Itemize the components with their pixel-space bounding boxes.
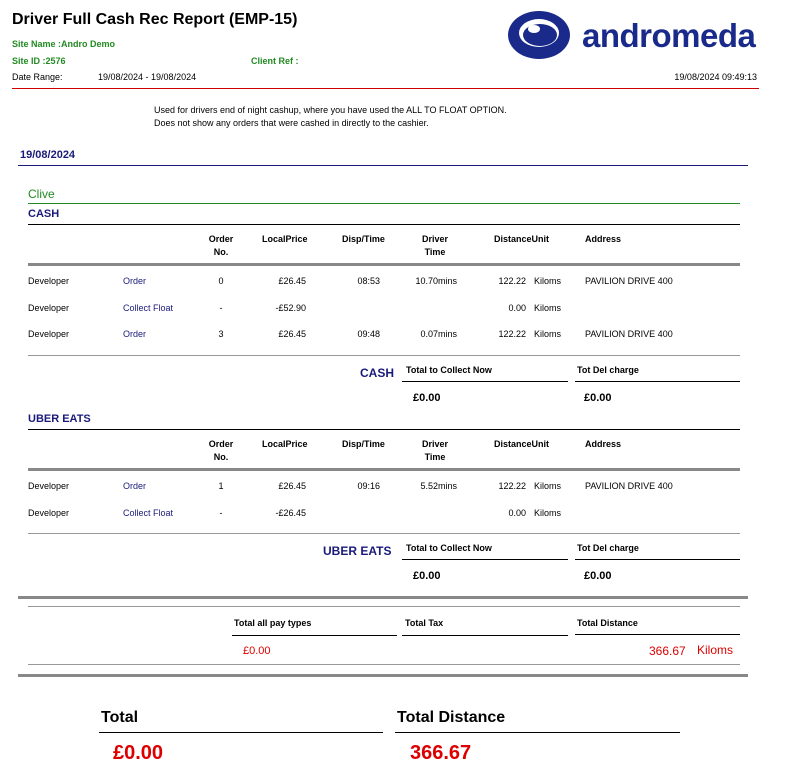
- row-name: Developer: [28, 481, 70, 491]
- header-thick-rule: [28, 263, 740, 266]
- col-driver-time: Driver Time: [421, 439, 448, 462]
- footer-distance-label: Total Distance: [397, 709, 506, 726]
- col-driver-time: Driver Time: [421, 234, 448, 257]
- row-unit: Kiloms: [534, 303, 562, 313]
- row-name: Developer: [28, 303, 70, 313]
- row-order-no: 0: [218, 276, 224, 286]
- grand-label-rule: [402, 635, 568, 636]
- date-rule: [18, 165, 748, 166]
- col-disp-time: Disp/Time: [342, 439, 385, 449]
- row-order-no: -: [219, 508, 223, 518]
- row-name: Developer: [28, 329, 70, 339]
- note-line-2: Does not show any orders that were cashed in directly to the cashier.: [154, 118, 429, 128]
- summary-label-cash: CASH: [360, 366, 395, 380]
- footer-distance-value: 366.67: [410, 742, 472, 764]
- row-driver-time: 10.70mins: [415, 276, 457, 286]
- header-thick-rule: [28, 468, 740, 471]
- section-title-uber-eats: UBER EATS: [28, 413, 91, 425]
- row-address: PAVILION DRIVE 400: [585, 481, 673, 491]
- col-address: Address: [585, 234, 622, 244]
- footer-rule: [99, 732, 383, 733]
- grand-thick-rule: [18, 674, 748, 677]
- andromeda-logo-icon: [507, 10, 571, 60]
- total-collect-label: Total to Collect Now: [406, 365, 492, 375]
- row-unit: Kiloms: [534, 329, 562, 339]
- row-name: Developer: [28, 508, 70, 518]
- row-name: Developer: [28, 276, 70, 286]
- tot-del-label: Tot Del charge: [577, 365, 639, 375]
- col-local-price: LocalPrice: [262, 234, 308, 244]
- grand-thick-rule: [18, 596, 748, 599]
- row-type: Order: [123, 276, 147, 286]
- row-distance: 0.00: [508, 508, 526, 518]
- col-order-no: Order No.: [208, 234, 234, 257]
- col-local-price: LocalPrice: [262, 439, 308, 449]
- date-range-value: 19/08/2024 - 19/08/2024: [98, 72, 197, 82]
- total-collect-value: £0.00: [413, 570, 441, 582]
- row-distance: 0.00: [508, 303, 526, 313]
- grand-label-rule: [232, 635, 397, 636]
- footer-total-label: Total: [101, 709, 139, 726]
- rows-end-rule: [28, 533, 740, 534]
- row-unit: Kiloms: [534, 276, 562, 286]
- row-price: £26.45: [278, 276, 306, 286]
- footer-rule: [395, 732, 680, 733]
- summary-label-uber-eats: UBER EATS: [323, 544, 392, 558]
- summary-rule: [575, 559, 740, 560]
- total-distance-label: Total Distance: [577, 618, 638, 628]
- grand-rule: [28, 664, 740, 665]
- tot-del-value: £0.00: [584, 570, 612, 582]
- header-rule: [12, 88, 759, 89]
- row-distance: 122.22: [498, 481, 526, 491]
- printed-timestamp: 19/08/2024 09:49:13: [674, 72, 757, 82]
- row-price: £26.45: [278, 329, 306, 339]
- row-unit: Kiloms: [534, 481, 562, 491]
- summary-rule: [575, 381, 740, 382]
- tot-del-label: Tot Del charge: [577, 543, 639, 553]
- row-order-no: 1: [218, 481, 224, 491]
- row-type: Order: [123, 481, 147, 491]
- total-all-pay-value: £0.00: [243, 645, 271, 657]
- row-distance: 122.22: [498, 329, 526, 339]
- date-range-label: Date Range:: [12, 72, 63, 82]
- summary-rule: [402, 381, 568, 382]
- summary-rule: [402, 559, 568, 560]
- row-driver-time: 5.52mins: [420, 481, 457, 491]
- total-all-pay-label: Total all pay types: [234, 618, 312, 628]
- col-disp-time: Disp/Time: [342, 234, 385, 244]
- grand-label-rule: [575, 634, 740, 635]
- site-id: Site ID :2576: [12, 56, 66, 66]
- row-disp-time: 08:53: [357, 276, 380, 286]
- row-disp-time: 09:16: [357, 481, 380, 491]
- date-heading: 19/08/2024: [20, 149, 76, 161]
- row-price: -£52.90: [275, 303, 306, 313]
- col-distance-unit: DistanceUnit: [494, 439, 550, 449]
- col-address: Address: [585, 439, 622, 449]
- client-ref: Client Ref :: [251, 56, 299, 66]
- row-distance: 122.22: [498, 276, 526, 286]
- row-order-no: -: [219, 303, 223, 313]
- total-collect-label: Total to Collect Now: [406, 543, 492, 553]
- logo-wordmark: andromeda: [582, 17, 756, 54]
- row-type: Collect Float: [123, 303, 174, 313]
- col-order-no: Order No.: [208, 439, 234, 462]
- report-title: Driver Full Cash Rec Report (EMP-15): [12, 11, 298, 28]
- row-type: Order: [123, 329, 147, 339]
- section-title-cash: CASH: [28, 208, 60, 220]
- grand-rule: [28, 606, 740, 607]
- row-address: PAVILION DRIVE 400: [585, 329, 673, 339]
- note-line-1: Used for drivers end of night cashup, where you have used the ALL TO FLOAT OPTION.: [154, 105, 507, 115]
- section-rule: [28, 429, 740, 430]
- row-order-no: 3: [218, 329, 224, 339]
- row-driver-time: 0.07mins: [420, 329, 457, 339]
- row-price: -£26.45: [275, 508, 306, 518]
- total-distance-unit: Kiloms: [697, 643, 734, 657]
- total-collect-value: £0.00: [413, 392, 441, 404]
- col-distance-unit: DistanceUnit: [494, 234, 550, 244]
- total-tax-label: Total Tax: [405, 618, 444, 628]
- rows-end-rule: [28, 355, 740, 356]
- footer-total-value: £0.00: [113, 742, 164, 764]
- site-name: Site Name :Andro Demo: [12, 39, 116, 49]
- row-disp-time: 09:48: [357, 329, 380, 339]
- row-unit: Kiloms: [534, 508, 562, 518]
- tot-del-value: £0.00: [584, 392, 612, 404]
- total-distance-value: 366.67: [649, 644, 686, 658]
- row-price: £26.45: [278, 481, 306, 491]
- section-rule: [28, 224, 740, 225]
- row-address: PAVILION DRIVE 400: [585, 276, 673, 286]
- driver-rule: [28, 203, 740, 204]
- driver-name: Clive: [28, 187, 55, 201]
- row-type: Collect Float: [123, 508, 174, 518]
